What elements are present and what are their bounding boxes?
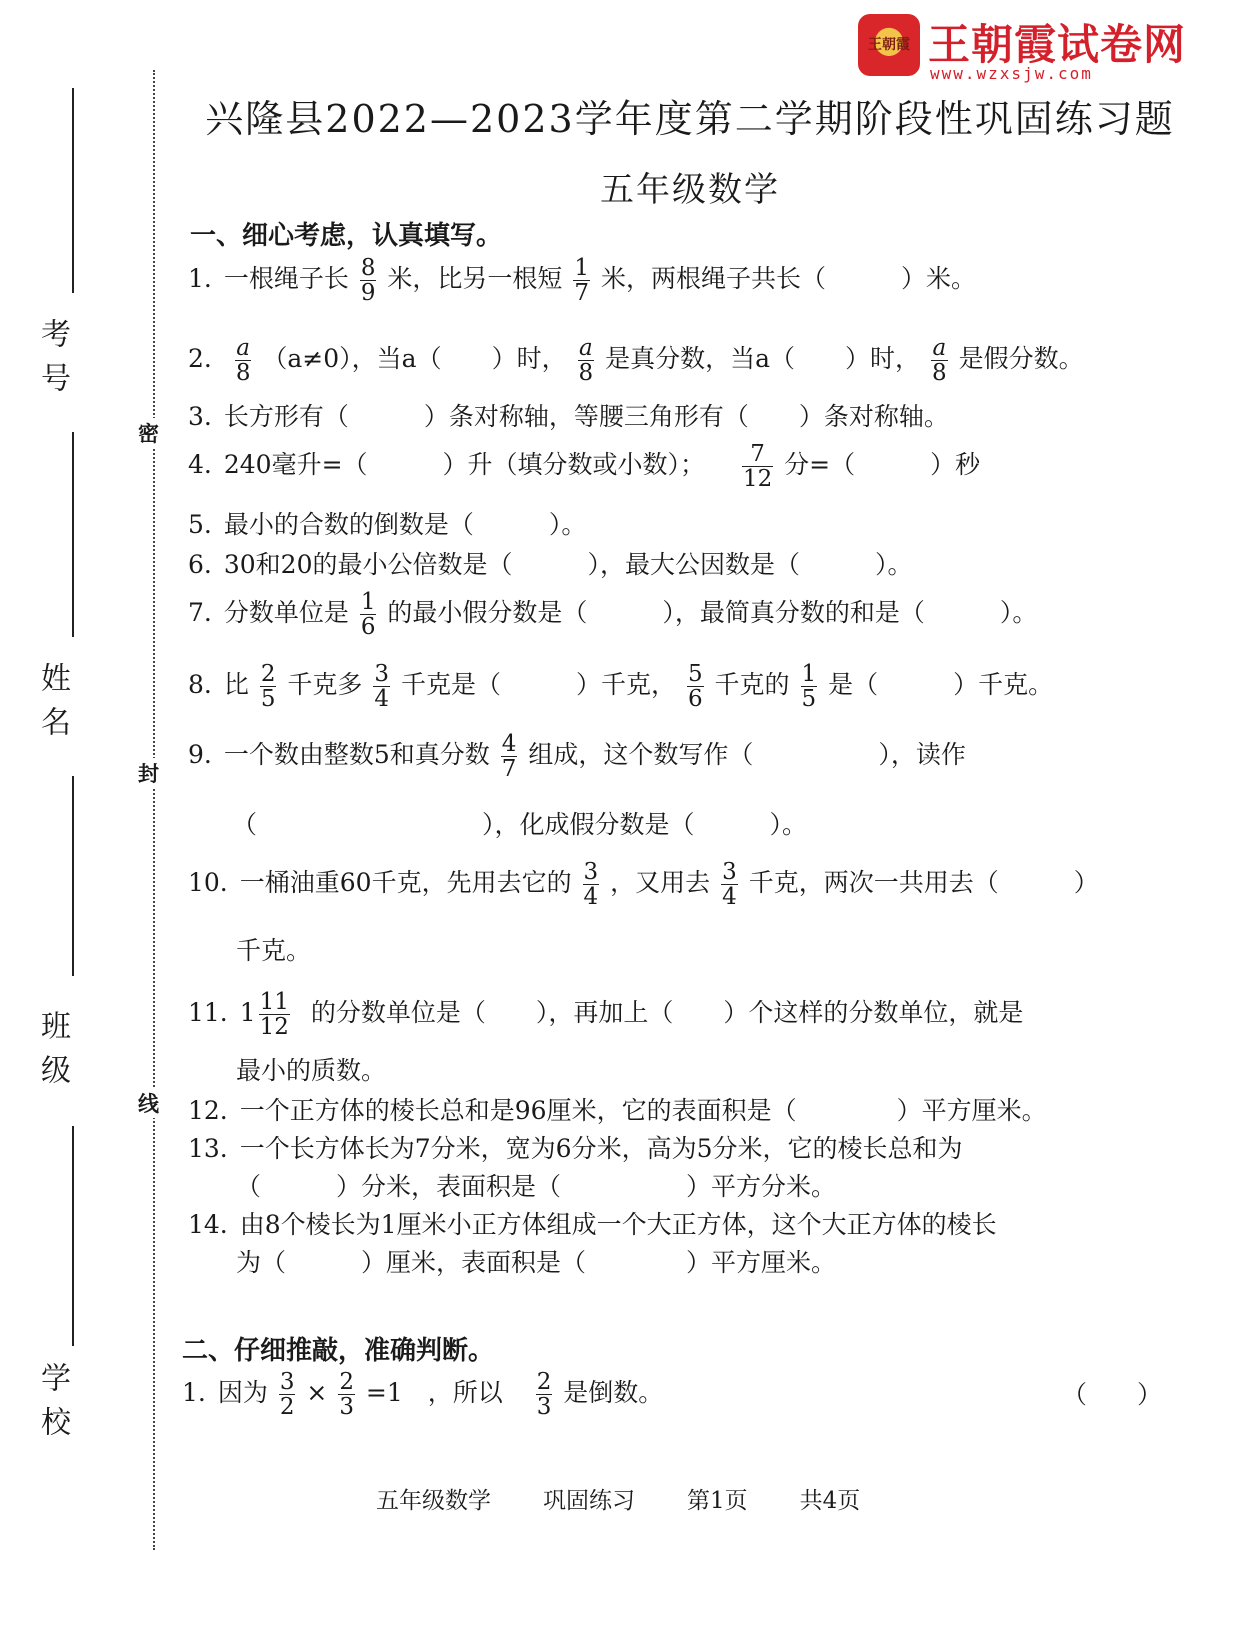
logo-url: www.wzxsjw.com xyxy=(930,64,1093,83)
label-exam-no: 考号 xyxy=(35,318,70,406)
fraction: $\frac{2}{3}$ xyxy=(536,1369,552,1421)
footer-type: 巩固练习 xyxy=(543,1488,635,1514)
question-5: 5. 最小的合数的倒数是（ ）。 xyxy=(188,510,587,539)
question-1: 1. 一根绳子长 $\frac{8}{9}$ 米，比另一根短 $\frac{1}{7}$ 米，两根绳子共长（ ）米。 xyxy=(188,255,976,307)
seal-char-mi: 密 xyxy=(138,418,159,448)
question-11-line-2: 最小的质数。 xyxy=(236,1056,387,1085)
seal-char-xian: 线 xyxy=(138,1088,159,1118)
fraction: $\frac{1}{7}$ xyxy=(574,255,590,307)
question-10-line-2: 千克。 xyxy=(236,936,312,965)
judge-question-1: 1. 因为 $\frac{3}{2}$ × $\frac{2}{3}$ =1 ，所以 $\frac{2}{3}$ 是倒数。 （ ） xyxy=(182,1369,1162,1421)
label-class: 班级 xyxy=(35,1010,70,1098)
page-title: 兴隆县2022—2023学年度第二学期阶段性巩固练习题 xyxy=(205,97,1175,141)
section-1-heading: 一、细心考虑，认真填写。 xyxy=(190,221,503,251)
fraction: $\frac{2}{3}$ xyxy=(339,1369,354,1421)
exam-no-line xyxy=(72,88,74,293)
question-6: 6. 30和20的最小公倍数是（ ），最大公因数是（ ）。 xyxy=(188,550,913,579)
fraction: $\frac{a}{8}$ xyxy=(931,335,947,387)
question-3: 3. 长方形有（ ）条对称轴，等腰三角形有（ ）条对称轴。 xyxy=(188,402,949,431)
fraction: $\frac{3}{4}$ xyxy=(374,661,390,713)
name-line xyxy=(72,432,74,637)
question-14-line-2: 为（ ）厘米，表面积是（ ）平方厘米。 xyxy=(236,1248,837,1277)
answer-paren[interactable]: （ ） xyxy=(1061,1380,1162,1409)
seal-char-feng: 封 xyxy=(138,758,159,788)
fraction: $\frac{a}{8}$ xyxy=(235,335,251,387)
class-line xyxy=(72,776,74,976)
seal-dotted-line xyxy=(153,70,155,1550)
question-14: 14. 由8个棱长为1厘米小正方体组成一个大正方体，这个大正方体的棱长 xyxy=(188,1210,997,1239)
label-school: 学校 xyxy=(35,1362,70,1450)
fraction: $\frac{3}{4}$ xyxy=(583,859,599,911)
question-9: 9. 一个数由整数5和真分数 $\frac{4}{7}$ 组成，这个数写作（ ），读作 xyxy=(188,731,966,783)
logo-seal-icon: 王朝霞 xyxy=(858,14,920,76)
fraction: $\frac{1}{5}$ xyxy=(801,661,817,713)
section-2-heading: 二、仔细推敲，准确判断。 xyxy=(182,1336,495,1366)
school-line xyxy=(72,1126,74,1346)
footer-subject: 五年级数学 xyxy=(376,1488,491,1514)
question-13-line-2: （ ）分米，表面积是（ ）平方分米。 xyxy=(236,1172,837,1201)
footer-total: 共4页 xyxy=(799,1488,861,1514)
fraction: $\frac{4}{7}$ xyxy=(501,731,517,783)
question-4: 4. 240毫升=（ ）升（填分数或小数）； $\frac{7}{12}$ 分=（ ）秒 xyxy=(188,441,981,493)
fraction: $\frac{11}{12}$ xyxy=(259,989,289,1041)
question-8: 8. 比 $\frac{2}{5}$ 千克多 $\frac{3}{4}$ 千克是（ ）千克， $\frac{5}{6}$ 千克的 $\frac{1}{5}$ 是（ ）千克。 xyxy=(188,661,1054,713)
site-logo xyxy=(858,12,1228,82)
label-name: 姓名 xyxy=(35,662,70,750)
fraction: $\frac{7}{12}$ xyxy=(742,441,773,493)
page-footer xyxy=(190,1482,1190,1515)
question-13: 13. 一个长方体长为7分米，宽为6分米，高为5分米，它的棱长总和为 xyxy=(188,1134,963,1163)
fraction: $\frac{1}{6}$ xyxy=(360,589,376,641)
fraction: $\frac{3}{4}$ xyxy=(722,859,737,911)
question-7: 7. 分数单位是 $\frac{1}{6}$ 的最小假分数是（ ），最简真分数的和是（ ）。 xyxy=(188,589,1038,641)
question-2: 2. $\frac{a}{8}$ （a≠0），当a（ ）时， $\frac{a}{8}$ 是真分数，当a（ ）时， $\frac{a}{8}$ 是假分数。 xyxy=(188,335,1084,387)
question-9-line-2: （ ），化成假分数是（ ）。 xyxy=(232,810,808,839)
fraction: $\frac{2}{5}$ xyxy=(260,661,276,713)
page-subtitle: 五年级数学 xyxy=(600,170,780,210)
question-11: 11. 1 $\frac{11}{12}$ 的分数单位是（ ），再加上（ ）个这样的分数单位，就是 xyxy=(188,989,1024,1041)
fraction: $\frac{5}{6}$ xyxy=(687,661,703,713)
question-10: 10. 一桶油重60千克，先用去它的 $\frac{3}{4}$ ，又用去 $\frac{3}{4}$ 千克，两次一共用去（ ） xyxy=(188,859,1099,911)
logo-name: 王朝霞试卷网 xyxy=(928,20,1187,69)
fraction: $\frac{8}{9}$ xyxy=(360,255,376,307)
question-12: 12. 一个正方体的棱长总和是96厘米，它的表面积是（ ）平方厘米。 xyxy=(188,1096,1047,1125)
fraction: $\frac{a}{8}$ xyxy=(578,335,594,387)
fraction: $\frac{3}{2}$ xyxy=(279,1369,295,1421)
footer-page: 第1页 xyxy=(687,1488,748,1514)
